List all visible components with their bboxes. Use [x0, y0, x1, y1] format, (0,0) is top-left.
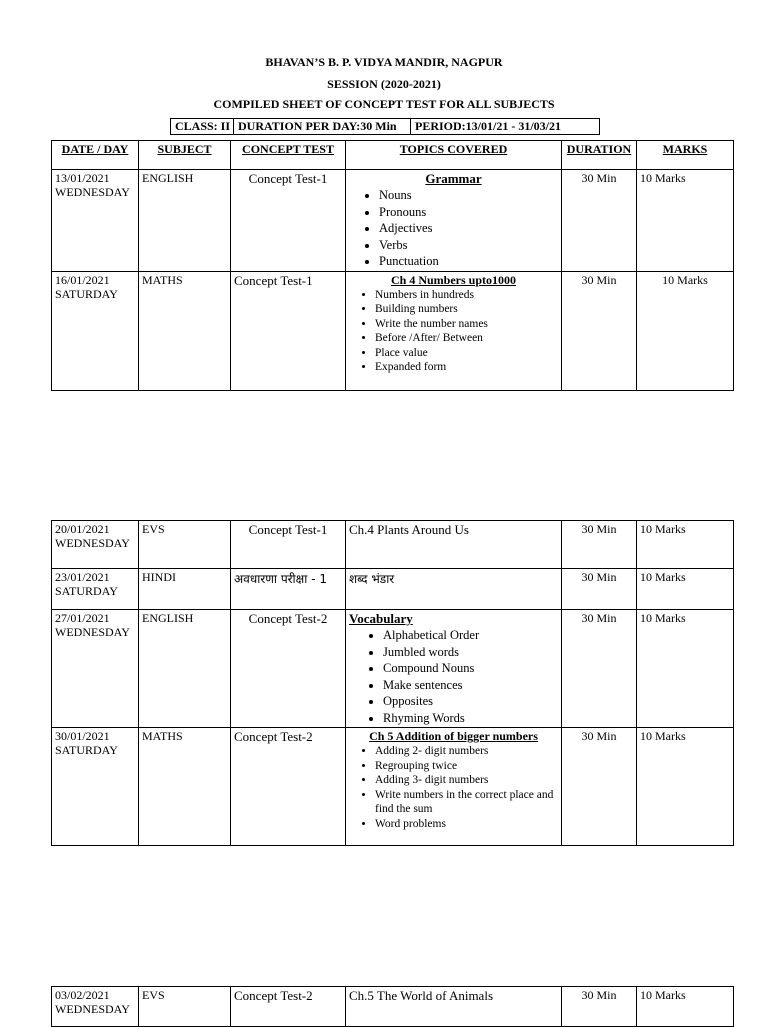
list-item: • Pronouns: [379, 204, 558, 221]
topics-cell: [346, 271, 562, 390]
list-item: • Rhyming Words: [383, 710, 558, 727]
topic-list: [349, 627, 558, 726]
subject-cell: EVS: [139, 521, 231, 569]
topics-cell: [346, 170, 562, 272]
date: 03/02/2021: [55, 988, 110, 1002]
date: 30/01/2021: [55, 729, 110, 743]
topic-title: Ch 5 Addition of bigger numbers: [369, 729, 538, 743]
list-item: • Opposites: [383, 693, 558, 710]
duration-cell: 30 Min: [562, 987, 637, 1027]
schedule-table-3: [51, 986, 734, 1027]
duration-cell: 30 Min: [562, 521, 637, 569]
topic-list: [349, 744, 558, 832]
schedule-table-1: [51, 140, 734, 391]
col-header-date: DATE / DAY: [52, 141, 139, 170]
date-cell: [52, 610, 139, 728]
list-item: • Regrouping twice: [375, 759, 558, 774]
date: 23/01/2021: [55, 570, 110, 584]
subject-cell: MATHS: [139, 728, 231, 846]
class-label: CLASS: II: [171, 119, 234, 134]
table-row: [52, 728, 734, 846]
table-row: [52, 569, 734, 610]
day: SATURDAY: [55, 584, 118, 598]
info-bar: [170, 118, 600, 135]
subject-cell: HINDI: [139, 569, 231, 610]
duration-cell: 30 Min: [562, 610, 637, 728]
duration-cell: 30 Min: [562, 271, 637, 390]
list-item: • Alphabetical Order: [383, 627, 558, 644]
marks-cell: 10 Marks: [637, 271, 734, 390]
day: SATURDAY: [55, 286, 118, 301]
table-row: [52, 521, 734, 569]
test-cell: Concept Test-1: [231, 521, 346, 569]
duration-cell: 30 Min: [562, 569, 637, 610]
list-item: • Verbs: [379, 237, 558, 254]
table-row: [52, 610, 734, 728]
col-header-topics: TOPICS COVERED: [346, 141, 562, 170]
test-cell: Concept Test-2: [231, 610, 346, 728]
session: SESSION (2020-2021): [327, 77, 441, 91]
list-item: • Compound Nouns: [383, 660, 558, 677]
table-row: [52, 271, 734, 390]
topic-list: [349, 187, 558, 270]
day: SATURDAY: [55, 743, 118, 757]
list-item: • Nouns: [379, 187, 558, 204]
subject-cell: ENGLISH: [139, 610, 231, 728]
subject-cell: MATHS: [139, 271, 231, 390]
subject-cell: ENGLISH: [139, 170, 231, 272]
col-header-marks: MARKS: [637, 141, 734, 170]
duration-cell: 30 Min: [562, 170, 637, 272]
marks-cell: 10 Marks: [637, 569, 734, 610]
day: WEDNESDAY: [55, 625, 130, 639]
table-row: [52, 987, 734, 1027]
col-header-test: CONCEPT TEST: [231, 141, 346, 170]
topic-list: [349, 288, 558, 376]
schedule-table-2: [51, 520, 734, 846]
test-cell: Concept Test-2: [231, 728, 346, 846]
test-cell: Concept Test-1: [231, 170, 346, 272]
col-header-subject: SUBJECT: [139, 141, 231, 170]
period: PERIOD:13/01/21 - 31/03/21: [415, 119, 561, 133]
list-item: • Jumbled words: [383, 644, 558, 661]
table-row: [52, 170, 734, 272]
list-item: • Before /After/ Between: [375, 331, 558, 346]
list-item: • Write numbers in the correct place and find the sum: [375, 788, 558, 817]
date-cell: [52, 728, 139, 846]
date-cell: [52, 569, 139, 610]
day: WEDNESDAY: [55, 536, 130, 550]
date: 13/01/2021: [55, 171, 110, 185]
table-header-row: [52, 141, 734, 170]
list-item: • Adding 2- digit numbers: [375, 744, 558, 759]
topic-title: Ch 4 Numbers upto1000: [390, 272, 516, 287]
school-name: BHAVAN’S B. P. VIDYA MANDIR, NAGPUR: [265, 55, 503, 69]
duration-cell: 30 Min: [562, 728, 637, 846]
list-item: • Expanded form: [375, 360, 558, 375]
marks-cell: 10 Marks: [637, 728, 734, 846]
date-cell: [52, 271, 139, 390]
date: 27/01/2021: [55, 611, 110, 625]
day: WEDNESDAY: [55, 185, 130, 199]
topic-title: Vocabulary: [349, 611, 413, 626]
list-item: • Make sentences: [383, 677, 558, 694]
date-cell: [52, 170, 139, 272]
list-item: • Punctuation: [379, 253, 558, 270]
date: 20/01/2021: [55, 522, 110, 536]
test-cell: अवधारणा परीक्षा - 1: [231, 569, 346, 610]
list-item: • Adding 3- digit numbers: [375, 773, 558, 788]
list-item: • Numbers in hundreds: [375, 288, 558, 303]
day: WEDNESDAY: [55, 1002, 130, 1016]
list-item: • Word problems: [375, 817, 558, 832]
marks-cell: 10 Marks: [637, 987, 734, 1027]
marks-cell: 10 Marks: [637, 610, 734, 728]
subject-cell: EVS: [139, 987, 231, 1027]
test-cell: Concept Test-2: [231, 987, 346, 1027]
list-item: • Adjectives: [379, 220, 558, 237]
marks-cell: 10 Marks: [637, 170, 734, 272]
list-item: • Building numbers: [375, 302, 558, 317]
marks-cell: 10 Marks: [637, 521, 734, 569]
date: 16/01/2021: [55, 272, 110, 287]
list-item: • Place value: [375, 346, 558, 361]
topics-cell: [346, 728, 562, 846]
topics-cell: Ch.4 Plants Around Us: [346, 521, 562, 569]
list-item: • Write the number names: [375, 317, 558, 332]
topics-cell: शब्द भंडार: [346, 569, 562, 610]
date-cell: [52, 987, 139, 1027]
sheet-title: COMPILED SHEET OF CONCEPT TEST FOR ALL SUBJECTS: [213, 97, 555, 111]
test-cell: Concept Test-1: [231, 271, 346, 390]
date-cell: [52, 521, 139, 569]
topics-cell: [346, 610, 562, 728]
topic-title: Grammar: [425, 171, 482, 186]
col-header-duration: DURATION: [562, 141, 637, 170]
duration-per-day: DURATION PER DAY:30 Min: [234, 119, 411, 134]
topics-cell: Ch.5 The World of Animals: [346, 987, 562, 1027]
